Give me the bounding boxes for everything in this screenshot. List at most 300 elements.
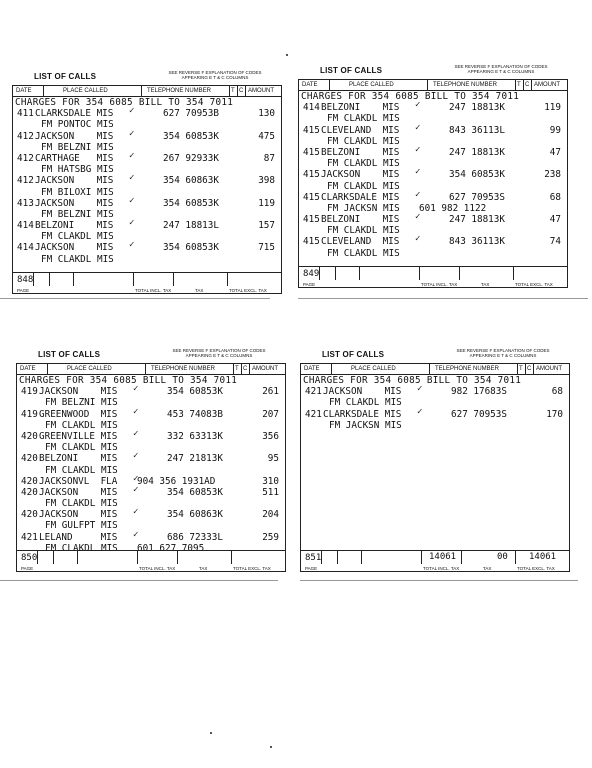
- call-date: 415: [303, 169, 320, 181]
- page-cell: [33, 273, 34, 286]
- place-called: GREENVILLE MIS: [39, 430, 118, 442]
- place-called: BELZONI MIS: [321, 146, 400, 158]
- col-amount-header: AMOUNT: [536, 366, 562, 372]
- column-divider: [241, 364, 242, 374]
- call-amount: 259: [262, 531, 279, 543]
- table-row: [17, 473, 285, 487]
- place-called: JACKSON MIS: [35, 175, 114, 187]
- call-amount: 74: [549, 236, 561, 248]
- calls-table: [16, 363, 286, 572]
- tax-cell: [173, 273, 174, 286]
- table-row: [17, 397, 285, 408]
- total-excl-cell: [227, 273, 228, 286]
- telephone-number: 247 18813K: [449, 146, 505, 158]
- telephone-number: 354 60853K: [163, 242, 219, 254]
- call-date: 420: [21, 430, 38, 442]
- call-amount: 356: [262, 430, 279, 442]
- table-footer: [13, 272, 281, 293]
- telephone-number: 354 60863K: [167, 509, 223, 521]
- telephone-number: 843 36113L: [449, 124, 505, 136]
- page-label: PAGE: [21, 566, 34, 571]
- telephone-number: 601 982 1122: [419, 202, 487, 214]
- place-called: FM BELZNI MIS: [41, 208, 114, 220]
- col-place-header: PLACE CALLED: [63, 88, 108, 94]
- table-row: [299, 144, 567, 158]
- place-called: CLEVELAND MIS: [321, 124, 400, 136]
- place-called: GREENWOOD MIS: [39, 408, 118, 420]
- table-row: [299, 169, 567, 180]
- check-mark-icon: ✓: [415, 100, 421, 111]
- table-row: [17, 453, 285, 464]
- call-date: 421: [21, 531, 38, 543]
- col-date-header: DATE: [16, 88, 32, 94]
- telephone-number: 904 356 1931AD: [137, 475, 216, 487]
- telephone-number: 453 74083B: [167, 408, 223, 420]
- tax-cell: [461, 551, 462, 564]
- total-incl-cell: [419, 267, 420, 280]
- table-row: [17, 442, 285, 453]
- place-called: CLARKSDALE MIS: [323, 408, 402, 420]
- check-mark-icon: ✓: [417, 384, 423, 395]
- table-row: [301, 375, 569, 386]
- place-called: FM CLAKDL MIS: [45, 419, 118, 431]
- telephone-number: 982 17683S: [451, 386, 507, 398]
- column-divider: [429, 364, 430, 374]
- telephone-number: 354 60853K: [167, 386, 223, 398]
- call-date: 420: [21, 453, 38, 465]
- page-cell: [321, 551, 322, 564]
- telephone-number: 843 36113K: [449, 236, 505, 248]
- column-divider: [43, 86, 44, 96]
- check-mark-icon: ✓: [129, 128, 135, 139]
- table-row: [17, 375, 285, 386]
- call-amount: 204: [262, 509, 279, 521]
- table-footer: [17, 550, 285, 571]
- total-incl-label: TOTAL INCL. TAX: [423, 566, 460, 571]
- table-row: [13, 150, 281, 164]
- scan-line: [298, 298, 588, 299]
- place-called: JACKSON MIS: [321, 169, 400, 181]
- call-date: 412: [17, 152, 34, 164]
- table-body: [301, 375, 569, 551]
- page-label: PAGE: [17, 288, 30, 293]
- codes-note-line: APPEARING E T & C COLUMNS: [185, 353, 253, 358]
- tax-value: 00: [497, 552, 508, 562]
- place-called: LELAND MIS: [39, 531, 118, 543]
- table-row: [13, 164, 281, 175]
- table-row: [299, 236, 567, 247]
- place-called: BELZONI MIS: [321, 102, 400, 114]
- table-row: [301, 406, 569, 420]
- charges-line: CHARGES FOR 354 6085 BILL TO 354 7011: [19, 375, 238, 386]
- check-mark-icon: ✓: [133, 384, 139, 395]
- check-mark-icon: ✓: [415, 212, 421, 223]
- page-cell: [361, 551, 362, 564]
- telephone-number: 354 60853K: [449, 169, 505, 181]
- table-header: [17, 364, 285, 375]
- telephone-number: 354 60863K: [163, 175, 219, 187]
- check-mark-icon: ✓: [133, 507, 139, 518]
- page-number: 849: [303, 269, 320, 279]
- scan-speck: [210, 732, 212, 734]
- page-cell: [359, 267, 360, 280]
- check-mark-icon: ✓: [415, 189, 421, 200]
- place-called: FM CLAKDL MIS: [327, 180, 400, 192]
- col-place-header: PLACE CALLED: [67, 366, 112, 372]
- table-row: [299, 181, 567, 192]
- col-c-header: C: [239, 88, 244, 94]
- call-list-card: [12, 70, 282, 298]
- table-row: [299, 225, 567, 236]
- table-body: [17, 375, 285, 554]
- calls-table: [300, 363, 570, 572]
- page-number: 851: [305, 553, 322, 563]
- table-row: [13, 195, 281, 209]
- col-c-header: C: [527, 366, 532, 372]
- codes-note-line: APPEARING E T & C COLUMNS: [467, 69, 535, 74]
- call-amount: 157: [258, 220, 275, 232]
- telephone-number: 247 18813K: [449, 214, 505, 226]
- call-date: 421: [305, 386, 322, 398]
- check-mark-icon: ✓: [133, 451, 139, 462]
- place-called: FM CLAKDL MIS: [41, 253, 114, 265]
- place-called: FM GULFPT MIS: [45, 520, 118, 532]
- place-called: CLEVELAND MIS: [321, 236, 400, 248]
- table-row: [13, 231, 281, 242]
- table-row: [13, 209, 281, 220]
- call-amount: 207: [262, 408, 279, 420]
- table-row: [13, 254, 281, 265]
- codes-note: [434, 64, 568, 74]
- column-divider: [233, 364, 234, 374]
- call-amount: 99: [549, 124, 561, 136]
- place-called: JACKSON MIS: [35, 197, 114, 209]
- page-cell: [73, 273, 74, 286]
- col-phone-header: TELEPHONE NUMBER: [151, 366, 216, 372]
- place-called: JACKSON MIS: [35, 242, 114, 254]
- check-mark-icon: ✓: [133, 484, 139, 495]
- column-divider: [525, 364, 526, 374]
- charges-line: CHARGES FOR 354 6085 BILL TO 354 7011: [301, 91, 520, 102]
- call-amount: 87: [263, 152, 275, 164]
- call-date: 419: [21, 408, 38, 420]
- table-row: [17, 498, 285, 509]
- scan-speck: [270, 746, 272, 748]
- table-body: [299, 91, 567, 267]
- table-row: [13, 119, 281, 130]
- page-cell: [49, 273, 50, 286]
- page-cell: [319, 267, 320, 280]
- codes-note-line: SEE REVERSE F EXPLANATION OF CODES: [456, 348, 550, 353]
- table-footer: [301, 550, 569, 571]
- call-amount: 130: [258, 108, 275, 120]
- place-called: FM CLAKDL MIS: [45, 542, 118, 554]
- codes-note-line: SEE REVERSE F EXPLANATION OF CODES: [172, 348, 266, 353]
- place-called: FM JACKSN MIS: [329, 419, 402, 431]
- codes-note-line: APPEARING E T & C COLUMNS: [181, 75, 249, 80]
- call-date: 415: [303, 124, 320, 136]
- tax-cell: [459, 267, 460, 280]
- column-divider: [523, 80, 524, 90]
- table-row: [299, 91, 567, 102]
- call-amount: 119: [258, 197, 275, 209]
- call-list-card: [298, 64, 568, 292]
- call-list-card: [16, 348, 286, 576]
- table-row: [299, 136, 567, 147]
- call-list-card: [300, 348, 570, 576]
- col-amount-header: AMOUNT: [248, 88, 274, 94]
- total-excl-cell: [513, 267, 514, 280]
- charges-line: CHARGES FOR 354 6085 BILL TO 354 7011: [303, 375, 522, 386]
- list-title: LIST OF CALLS: [320, 66, 383, 75]
- check-mark-icon: ✓: [133, 529, 139, 540]
- place-called: FM CLAKDL MIS: [41, 231, 114, 243]
- col-t-header: T: [235, 366, 239, 372]
- codes-note-line: APPEARING E T & C COLUMNS: [469, 353, 537, 358]
- total-incl-cell: [421, 551, 422, 564]
- list-title: LIST OF CALLS: [322, 350, 385, 359]
- call-amount: 47: [549, 146, 561, 158]
- call-date: 420: [21, 509, 38, 521]
- column-divider: [331, 364, 332, 374]
- col-place-header: PLACE CALLED: [351, 366, 396, 372]
- scan-speck: [286, 54, 288, 56]
- place-called: FM BELZNI MIS: [41, 141, 114, 153]
- table-row: [17, 520, 285, 531]
- check-mark-icon: ✓: [129, 106, 135, 117]
- table-row: [301, 397, 569, 408]
- codes-note-line: SEE REVERSE F EXPLANATION OF CODES: [168, 70, 262, 75]
- call-date: 414: [303, 102, 320, 114]
- call-date: 412: [17, 175, 34, 187]
- column-divider: [517, 364, 518, 374]
- check-mark-icon: ✓: [415, 167, 421, 178]
- telephone-number: 686 72333L: [167, 531, 223, 543]
- place-called: FM CLAKDL MIS: [327, 113, 400, 125]
- col-date-header: DATE: [304, 366, 320, 372]
- list-title: LIST OF CALLS: [38, 350, 101, 359]
- call-date: 414: [17, 220, 34, 232]
- place-called: JACKSON MIS: [39, 486, 118, 498]
- call-amount: 310: [262, 475, 279, 487]
- table-body: [13, 97, 281, 273]
- call-amount: 119: [544, 102, 561, 114]
- scan-line: [0, 580, 278, 581]
- place-called: FM CLAKDL MIS: [329, 397, 402, 409]
- call-date: 413: [17, 197, 34, 209]
- telephone-number: 627 70953S: [449, 191, 505, 203]
- table-row: [299, 214, 567, 225]
- column-divider: [145, 364, 146, 374]
- call-amount: 261: [262, 386, 279, 398]
- codes-note: [148, 70, 282, 80]
- table-row: [13, 108, 281, 119]
- page-number: 850: [21, 553, 38, 563]
- telephone-number: 601 627 7095: [137, 542, 205, 554]
- call-date: 420: [21, 475, 38, 487]
- call-date: 419: [21, 386, 38, 398]
- place-called: FM PONTOC MIS: [41, 119, 114, 131]
- place-called: FM CLAKDL MIS: [45, 498, 118, 510]
- place-called: BELZONI MIS: [321, 214, 400, 226]
- page-label: PAGE: [305, 566, 318, 571]
- charges-line: CHARGES FOR 354 6085 BILL TO 354 7011: [15, 97, 234, 108]
- col-phone-header: TELEPHONE NUMBER: [433, 82, 498, 88]
- column-divider: [249, 364, 250, 374]
- telephone-number: 354 60853K: [163, 130, 219, 142]
- column-divider: [47, 364, 48, 374]
- check-mark-icon: ✓: [133, 473, 139, 484]
- check-mark-icon: ✓: [133, 428, 139, 439]
- total-excl-label: TOTAL EXCL. TAX: [517, 566, 555, 571]
- table-row: [13, 242, 281, 253]
- page-cell: [335, 267, 336, 280]
- total-incl-label: TOTAL INCL. TAX: [421, 282, 458, 287]
- page-cell: [77, 551, 78, 564]
- place-called: JACKSONVL FLA: [39, 475, 118, 487]
- total-incl-value: 14061: [429, 552, 457, 562]
- telephone-number: 247 21813K: [167, 453, 223, 465]
- telephone-number: 627 70953S: [451, 408, 507, 420]
- telephone-number: 332 63313K: [167, 430, 223, 442]
- table-row: [299, 158, 567, 169]
- table-row: [13, 97, 281, 108]
- check-mark-icon: ✓: [129, 195, 135, 206]
- place-called: FM CLAKDL MIS: [327, 225, 400, 237]
- check-mark-icon: ✓: [417, 406, 423, 417]
- tax-label: TAX: [481, 282, 490, 287]
- col-date-header: DATE: [20, 366, 36, 372]
- page-cell: [337, 551, 338, 564]
- call-amount: 398: [258, 175, 275, 187]
- page-cell: [37, 551, 38, 564]
- column-divider: [245, 86, 246, 96]
- col-c-header: C: [243, 366, 248, 372]
- call-date: 415: [303, 191, 320, 203]
- col-phone-header: TELEPHONE NUMBER: [147, 88, 212, 94]
- place-called: JACKSON MIS: [39, 509, 118, 521]
- telephone-number: 627 70953B: [163, 108, 219, 120]
- place-called: FM BELZNI MIS: [45, 397, 118, 409]
- table-row: [17, 484, 285, 498]
- call-amount: 511: [262, 486, 279, 498]
- place-called: FM CLAKDL MIS: [327, 247, 400, 259]
- total-excl-label: TOTAL EXCL. TAX: [515, 282, 553, 287]
- codes-note-line: SEE REVERSE F EXPLANATION OF CODES: [454, 64, 548, 69]
- codes-note: [436, 348, 570, 358]
- col-date-header: DATE: [302, 82, 318, 88]
- col-place-header: PLACE CALLED: [349, 82, 394, 88]
- call-amount: 238: [544, 169, 561, 181]
- check-mark-icon: ✓: [415, 234, 421, 245]
- total-excl-label: TOTAL EXCL. TAX: [233, 566, 271, 571]
- column-divider: [237, 86, 238, 96]
- place-called: FM HATSBG MIS: [41, 164, 114, 176]
- call-amount: 68: [549, 191, 561, 203]
- check-mark-icon: ✓: [129, 218, 135, 229]
- table-row: [299, 113, 567, 124]
- call-date: 411: [17, 108, 34, 120]
- place-called: FM BILOXI MIS: [41, 186, 114, 198]
- col-t-header: T: [231, 88, 235, 94]
- place-called: FM CLAKDL MIS: [327, 135, 400, 147]
- call-date: 414: [17, 242, 34, 254]
- call-date: 421: [305, 408, 322, 420]
- call-amount: 715: [258, 242, 275, 254]
- place-called: BELZONI MIS: [35, 220, 114, 232]
- calls-table: [12, 85, 282, 294]
- call-amount: 68: [551, 386, 563, 398]
- column-divider: [141, 86, 142, 96]
- table-row: [301, 420, 569, 431]
- telephone-number: 247 18813L: [163, 220, 219, 232]
- scan-line: [0, 298, 270, 299]
- telephone-number: 354 60853K: [167, 486, 223, 498]
- col-amount-header: AMOUNT: [534, 82, 560, 88]
- page-label: PAGE: [303, 282, 316, 287]
- table-row: [299, 102, 567, 113]
- table-row: [17, 406, 285, 420]
- scan-line: [300, 580, 578, 581]
- column-divider: [533, 364, 534, 374]
- codes-note: [152, 348, 286, 358]
- table-header: [299, 80, 567, 91]
- table-row: [299, 203, 567, 214]
- total-excl-label: TOTAL EXCL. TAX: [229, 288, 267, 293]
- column-divider: [229, 86, 230, 96]
- check-mark-icon: ✓: [415, 144, 421, 155]
- check-mark-icon: ✓: [129, 150, 135, 161]
- total-incl-label: TOTAL INCL. TAX: [139, 566, 176, 571]
- col-amount-header: AMOUNT: [252, 366, 278, 372]
- place-called: FM CLAKDL MIS: [45, 464, 118, 476]
- table-row: [13, 175, 281, 186]
- check-mark-icon: ✓: [415, 122, 421, 133]
- call-date: 412: [17, 130, 34, 142]
- call-date: 420: [21, 486, 38, 498]
- place-called: FM CLAKDL MIS: [327, 158, 400, 170]
- total-incl-cell: [137, 551, 138, 564]
- call-date: 415: [303, 236, 320, 248]
- call-date: 415: [303, 214, 320, 226]
- table-row: [17, 428, 285, 442]
- total-incl-label: TOTAL INCL. TAX: [135, 288, 172, 293]
- total-excl-value: 14061: [529, 552, 557, 562]
- column-divider: [329, 80, 330, 90]
- column-divider: [515, 80, 516, 90]
- place-called: FM JACKSN MIS: [327, 202, 400, 214]
- place-called: JACKSON MIS: [39, 386, 118, 398]
- place-called: JACKSON MIS: [323, 386, 402, 398]
- page-number: 848: [17, 275, 34, 285]
- place-called: CARTHAGE MIS: [35, 152, 114, 164]
- table-row: [17, 529, 285, 543]
- table-header: [13, 86, 281, 97]
- list-title: LIST OF CALLS: [34, 72, 97, 81]
- column-divider: [427, 80, 428, 90]
- table-row: [13, 128, 281, 142]
- place-called: FM CLAKDL MIS: [45, 442, 118, 454]
- place-called: BELZONI MIS: [39, 453, 118, 465]
- check-mark-icon: ✓: [133, 406, 139, 417]
- col-t-header: T: [517, 82, 521, 88]
- telephone-number: 354 60853K: [163, 197, 219, 209]
- tax-cell: [177, 551, 178, 564]
- page-cell: [53, 551, 54, 564]
- total-incl-cell: [133, 273, 134, 286]
- total-excl-cell: [515, 551, 516, 564]
- tax-label: TAX: [483, 566, 492, 571]
